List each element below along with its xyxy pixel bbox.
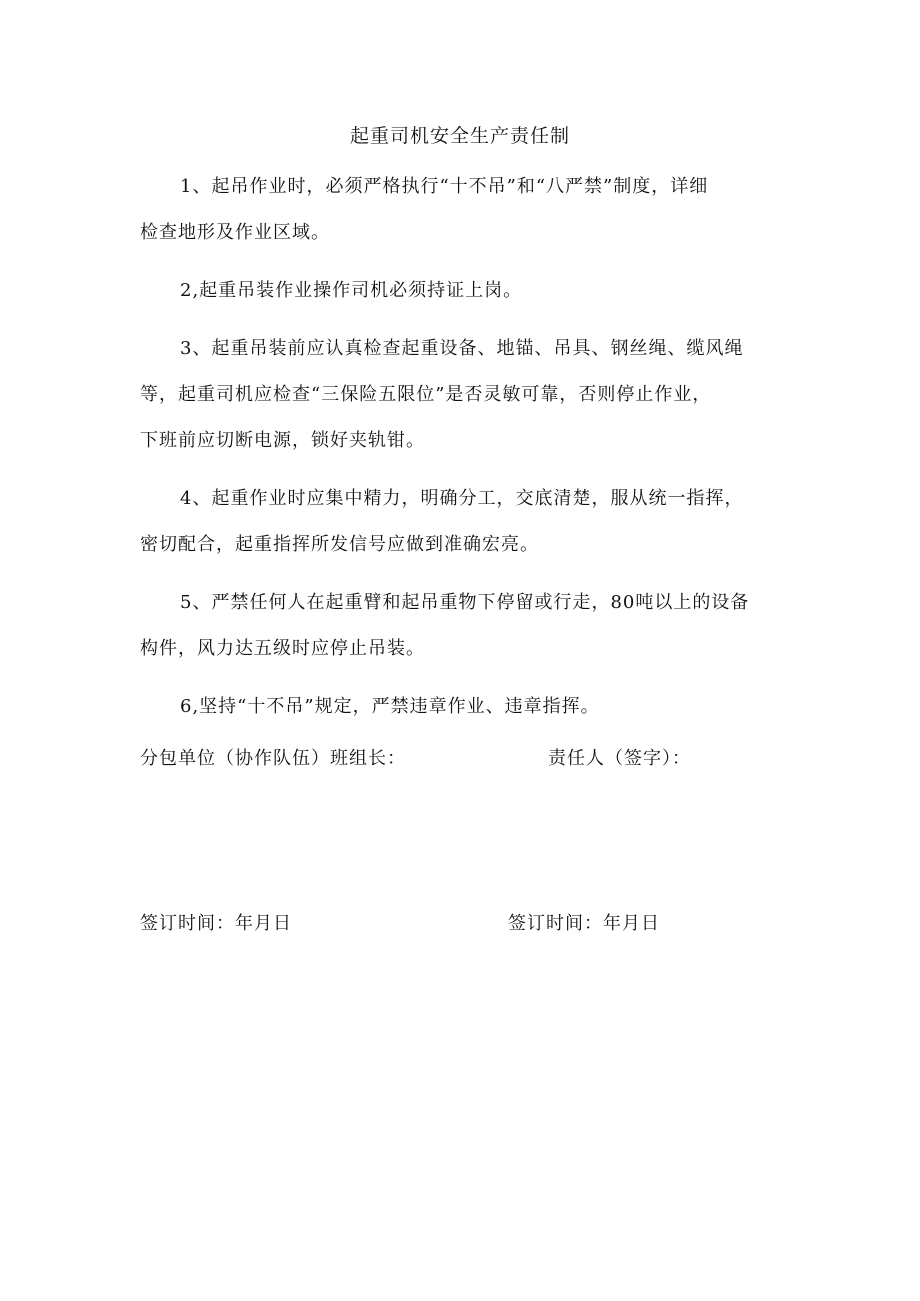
- clause-line: 6,坚持“十不吊”规定，严禁违章作业、违章指挥。: [180, 696, 600, 717]
- clause-line: 5、严禁任何人在起重臂和起吊重物下停留或行走，80吨以上的设备: [180, 592, 750, 613]
- clause-line: 构件，风力达五级时应停止吊装。: [140, 638, 425, 659]
- clause-6: [140, 684, 785, 730]
- clause-line: 下班前应切断电源，锁好夹轨钳。: [140, 430, 425, 451]
- responsible-person-label: 责任人（签字）：: [548, 748, 691, 769]
- document-body: [140, 164, 785, 742]
- clause-4: [140, 476, 785, 568]
- clause-line: 密切配合，起重指挥所发信号应做到准确宏亮。: [140, 534, 539, 555]
- team-leader-label: 分包单位（协作队伍）班组长：: [140, 748, 406, 769]
- clause-2: [140, 268, 785, 314]
- clause-3: [140, 326, 785, 464]
- clause-line: 4、起重作业时应集中精力，明确分工，交底清楚，服从统一指挥，: [180, 488, 744, 509]
- clause-1: [140, 164, 785, 256]
- sign-date-left: 签订时间：年月日: [140, 913, 292, 934]
- clause-line: 1、起吊作业时，必须严格执行“十不吊”和“八严禁”制度，详细: [180, 176, 709, 197]
- document-title: 起重司机安全生产责任制: [349, 125, 570, 147]
- sign-date-right: 签订时间：年月日: [508, 913, 660, 934]
- clause-line: 2,起重吊装作业操作司机必须持证上岗。: [180, 280, 523, 301]
- clause-line: 检查地形及作业区域。: [140, 222, 330, 243]
- clause-line: 3、起重吊装前应认真检查起重设备、地锚、吊具、钢丝绳、缆风绳: [180, 338, 744, 359]
- clause-5: [140, 580, 785, 672]
- clause-line: 等，起重司机应检查“三保险五限位”是否灵敏可靠，否则停止作业，: [140, 384, 712, 405]
